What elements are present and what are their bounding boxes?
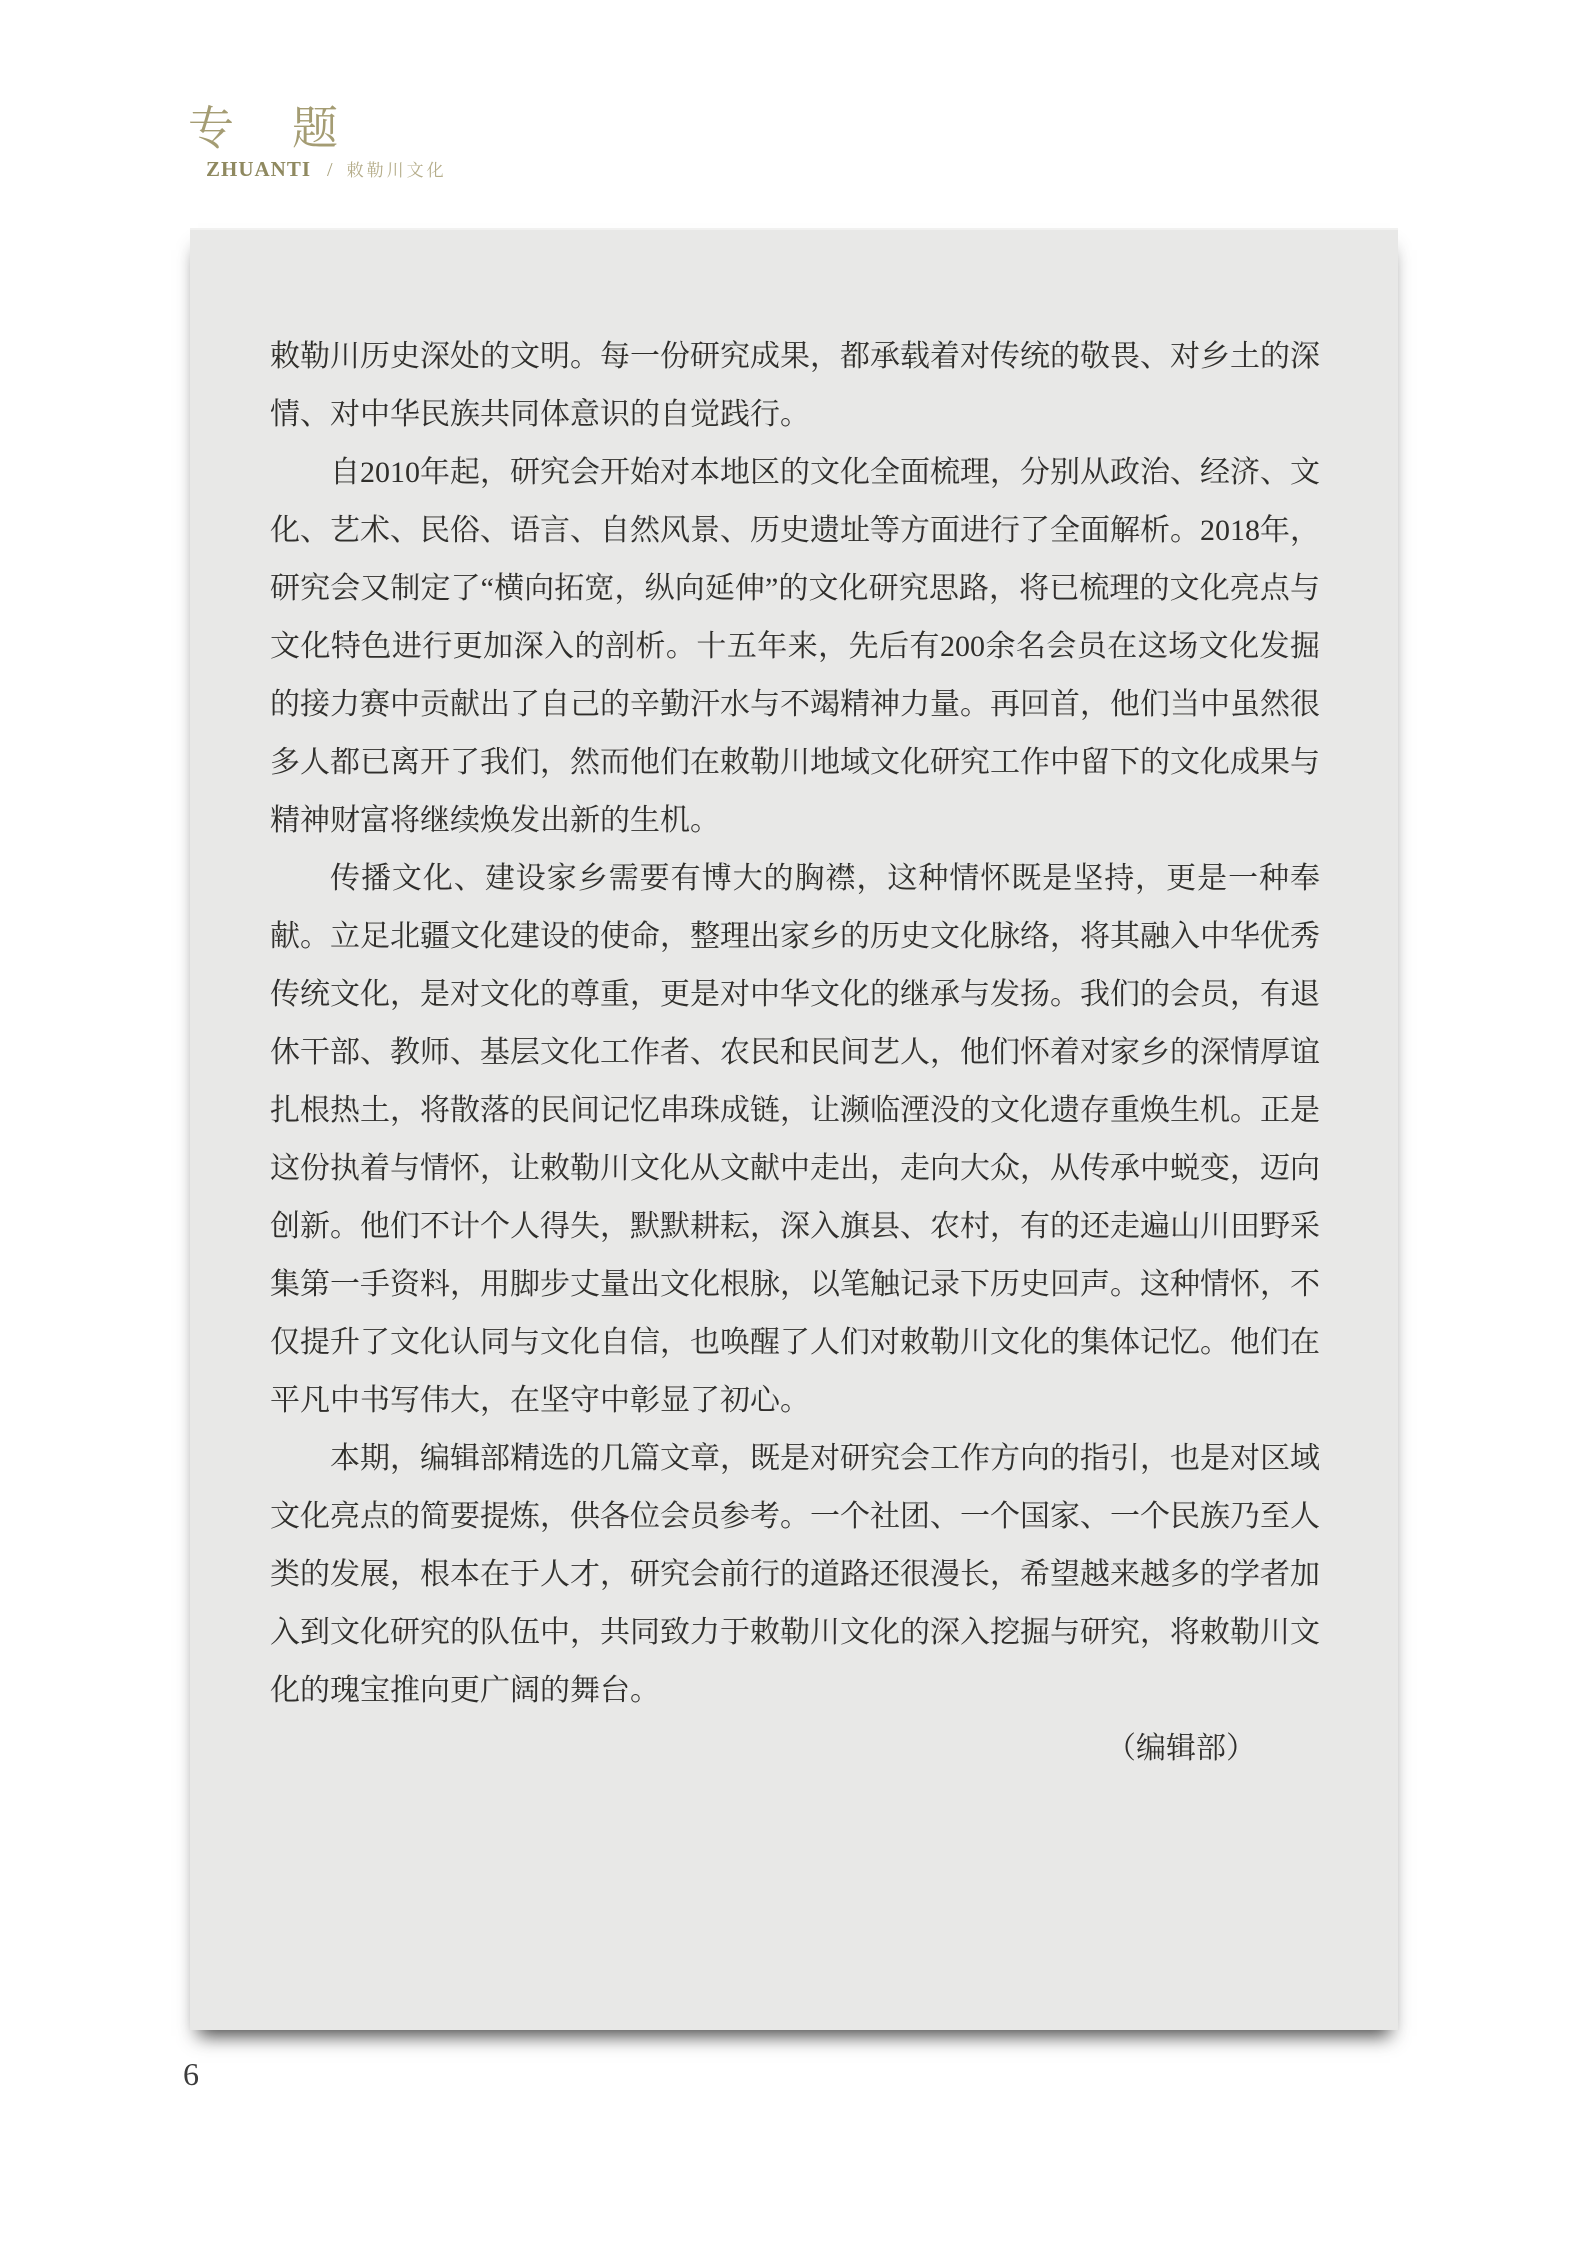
article-sheet — [190, 228, 1398, 2030]
page-header — [188, 104, 447, 182]
section-subtitle-chinese: 敕勒川文化 — [346, 161, 447, 180]
editor-signature: （编辑部） — [1106, 1732, 1256, 1765]
page-number: 6 — [183, 2056, 199, 2092]
article-paragraph: 自2010年起，研究会开始对本地区的文化全面梳理，分别从政治、经济、文化、艺术、民俗、语言、自然风景、历史遗址等方面进行了全面解析。2018年，研究会又制定了“横向拓宽，纵向延伸”的文化研究思路，将已梳理的文化亮点与文化特色进行更加深入的剖析。十五年来，先后有200余名会员在这场文化发掘的接力赛中贡献出了自己的辛勤汗水与不竭精神力量。再回首，他们当中虽然很多人都已离开了我们，然而他们在敕勒川地域文化研究工作中留下的文化成果与精神财富将继续焕发出新的生机。 — [270, 456, 1320, 837]
article-body — [190, 230, 1398, 1778]
subtitle-separator: / — [327, 159, 333, 181]
section-subtitle — [206, 156, 447, 182]
article-paragraph: 敕勒川历史深处的文明。每一份研究成果，都承载着对传统的敬畏、对乡土的深情、对中华民族共同体意识的自觉践行。 — [270, 340, 1320, 431]
section-subtitle-latin: ZHUANTI — [206, 157, 312, 181]
article-paragraph: 本期，编辑部精选的几篇文章，既是对研究会工作方向的指引，也是对区域文化亮点的简要提炼，供各位会员参考。一个社团、一个国家、一个民族乃至人类的发展，根本在于人才，研究会前行的道路还很漫长，希望越来越多的学者加入到文化研究的队伍中，共同致力于敕勒川文化的深入挖掘与研究，将敕勒川文化的瑰宝推向更广阔的舞台。 — [270, 1442, 1320, 1707]
section-title: 专 题 — [188, 103, 344, 154]
article-paragraph: 传播文化、建设家乡需要有博大的胸襟，这种情怀既是坚持，更是一种奉献。立足北疆文化建设的使命，整理出家乡的历史文化脉络，将其融入中华优秀传统文化，是对文化的尊重，更是对中华文化的继承与发扬。我们的会员，有退休干部、教师、基层文化工作者、农民和民间艺人，他们怀着对家乡的深情厚谊扎根热土，将散落的民间记忆串珠成链，让濒临湮没的文化遗存重焕生机。正是这份执着与情怀，让敕勒川文化从文献中走出，走向大众，从传承中蜕变，迈向创新。他们不计个人得失，默默耕耘，深入旗县、农村，有的还走遍山川田野采集第一手资料，用脚步丈量出文化根脉，以笔触记录下历史回声。这种情怀，不仅提升了文化认同与文化自信，也唤醒了人们对敕勒川文化的集体记忆。他们在平凡中书写伟大，在坚守中彰显了初心。 — [270, 862, 1320, 1417]
